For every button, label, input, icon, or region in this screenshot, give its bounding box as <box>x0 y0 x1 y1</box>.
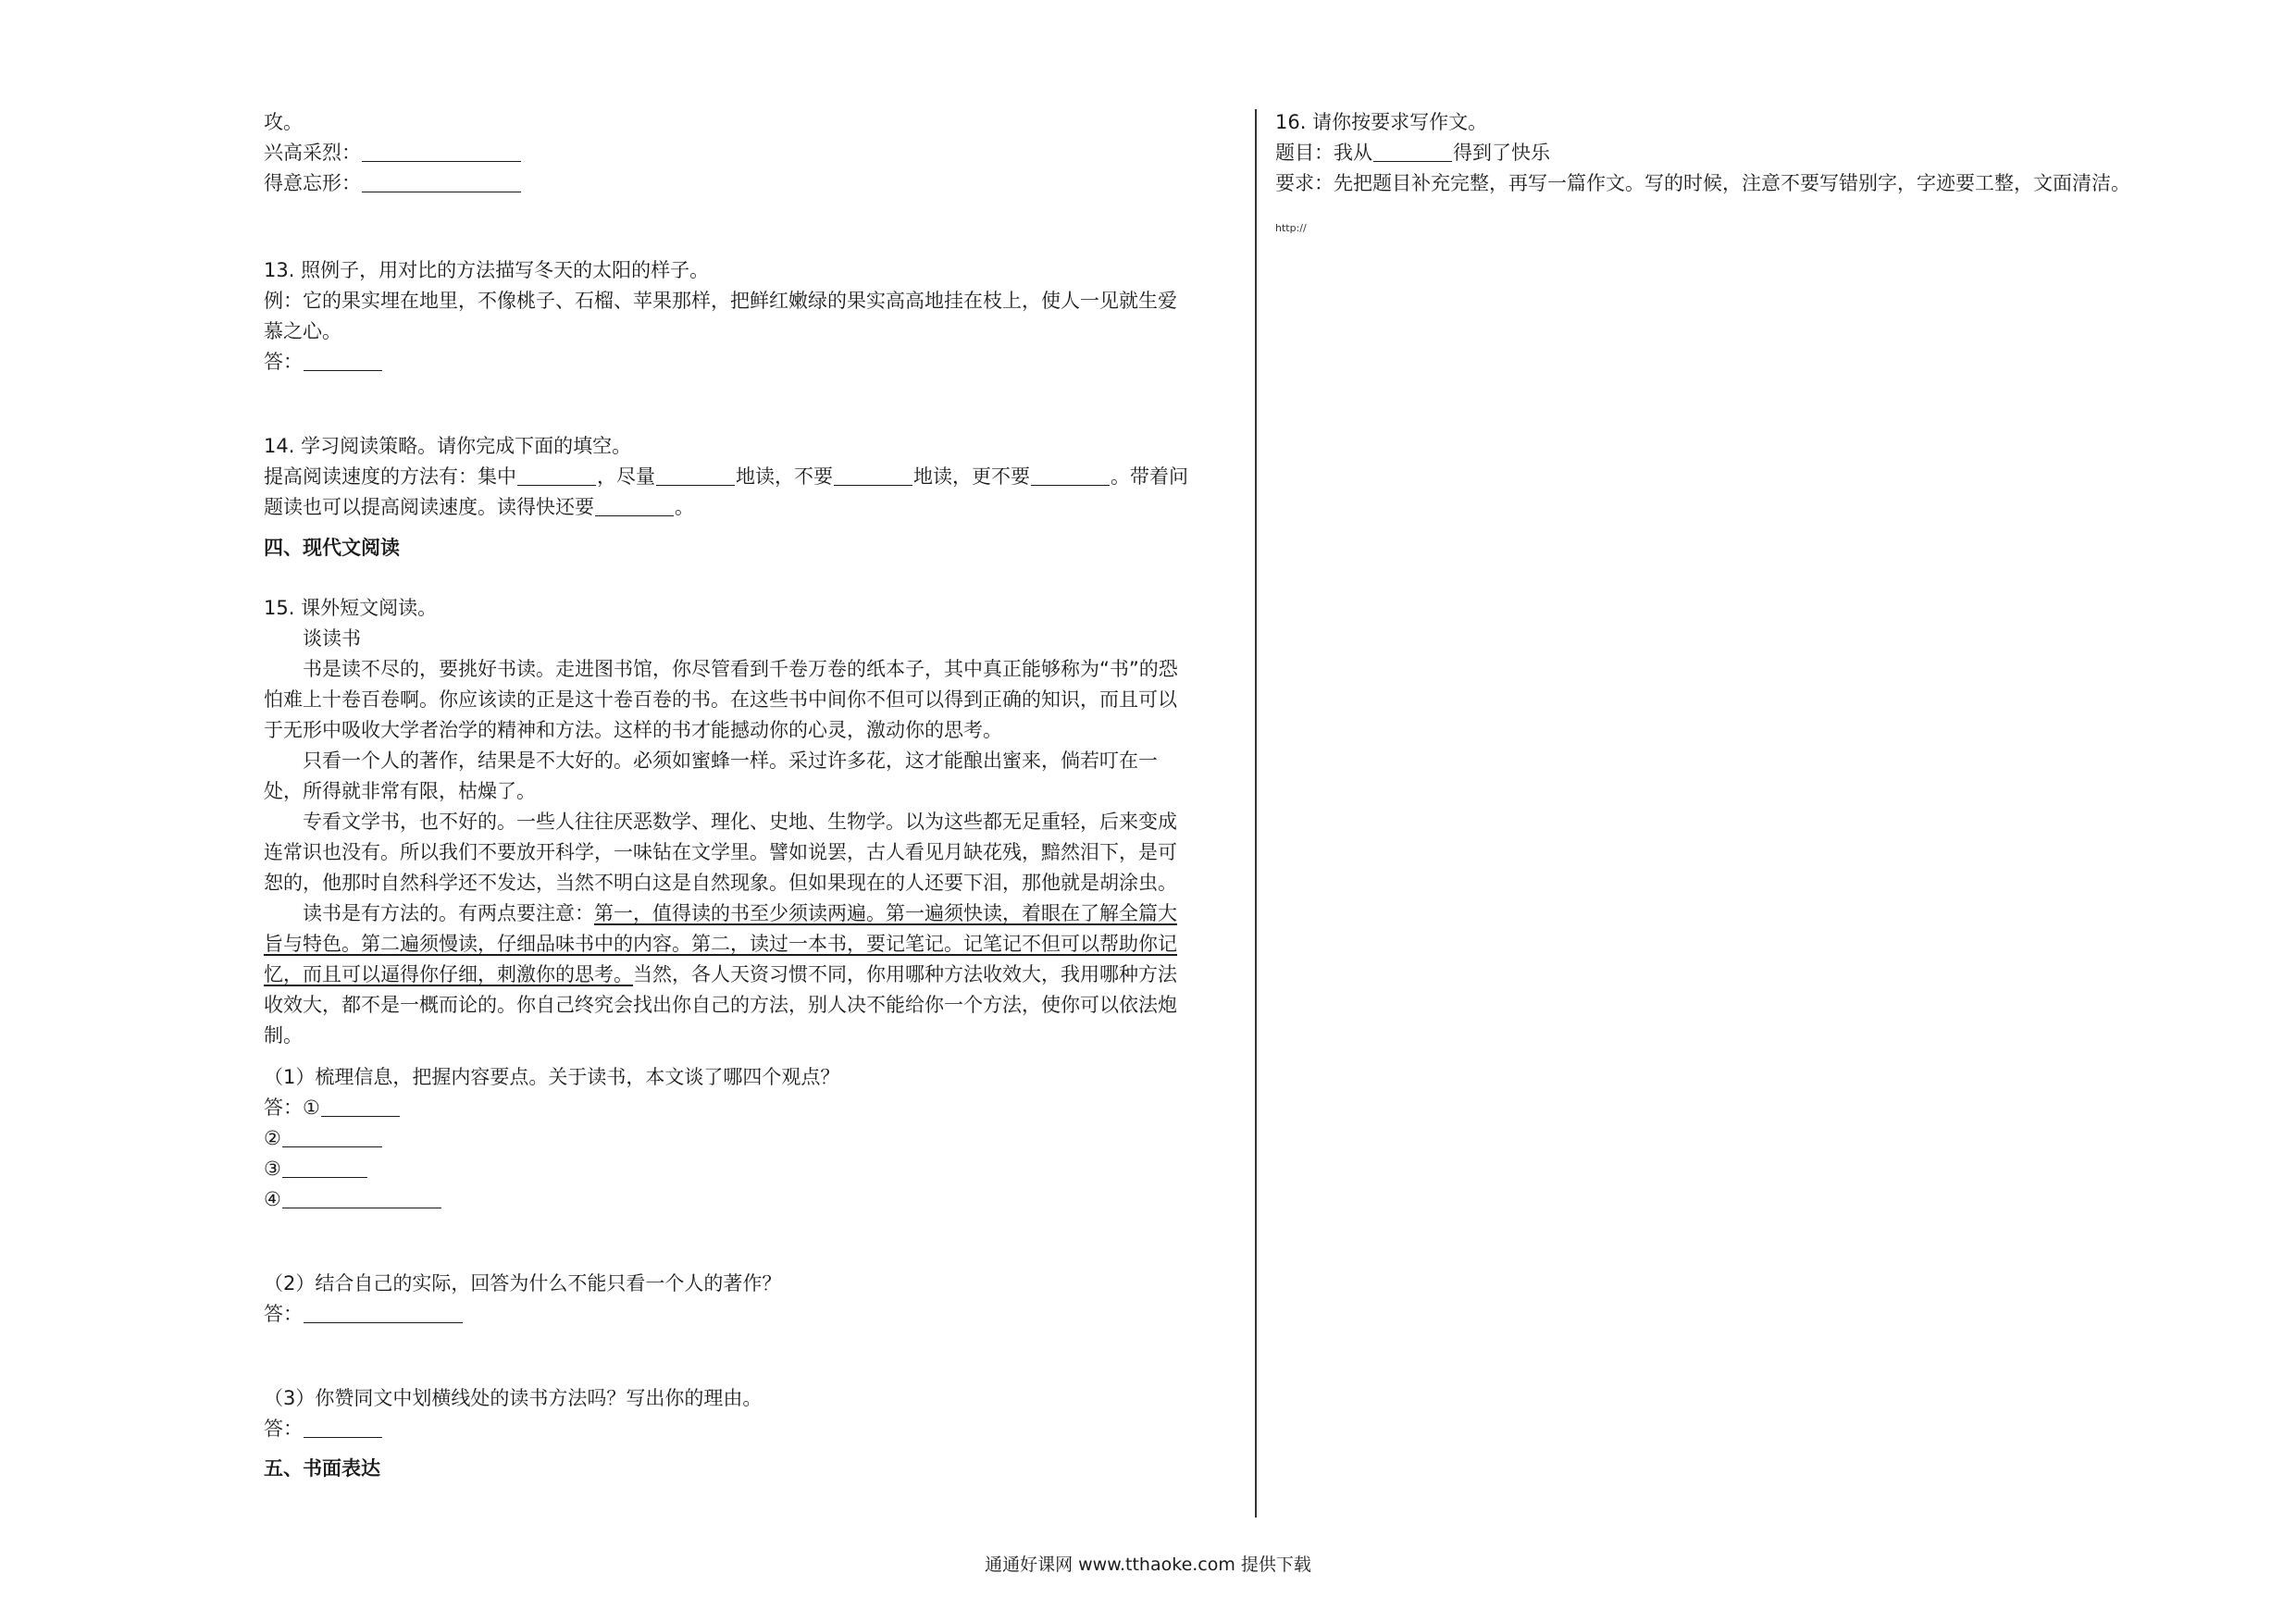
answer-blank[interactable] <box>834 466 912 486</box>
answer-blank[interactable] <box>517 466 596 486</box>
answer-blank[interactable] <box>304 1419 382 1438</box>
q13-answer <box>264 349 383 375</box>
answer-blank[interactable] <box>1373 142 1452 162</box>
answer-blank[interactable] <box>656 466 735 486</box>
sub-question-2: （2）结合自己的实际，回答为什么不能只看一个人的著作？ <box>264 1272 782 1295</box>
answer-label: ④ <box>264 1188 281 1210</box>
paragraph-line <box>264 961 1177 987</box>
page-footer: 通通好课网 www.tthaoke.com 提供下载 <box>985 1555 1311 1575</box>
q13-example-line: 慕之心。 <box>264 320 341 342</box>
underlined-text: 忆，而且可以逼得你仔细，刺激你的思考。 <box>264 963 633 985</box>
sub-question-1: （1）梳理信息，把握内容要点。关于读书，本文谈了哪四个观点？ <box>264 1066 840 1088</box>
answer-blank[interactable] <box>362 142 521 162</box>
answer-blank[interactable] <box>362 173 521 192</box>
section-heading-5: 五、书面表达 <box>264 1457 380 1480</box>
answer-line-4 <box>264 1186 442 1212</box>
answer-label: ③ <box>264 1158 281 1180</box>
paragraph-line: 恕的，他那时自然科学还不发达，当然不明白这是自然现象。但如果现在的人还要下泪，那他就是胡涂虫。 <box>264 872 1177 894</box>
q14-line-1 <box>264 464 1188 489</box>
answer-line-2 <box>264 1125 383 1151</box>
section-heading-4: 四、现代文阅读 <box>264 537 400 559</box>
text-seg: 题目：我从 <box>1275 142 1372 164</box>
text-seg: 。 <box>675 496 694 518</box>
continuation-text: 攻。 <box>264 111 303 133</box>
paragraph-line: 收效大，都不是一概而论的。你自己终究会找出你自己的方法，别人决不能给你一个方法，使你可以依法炮 <box>264 994 1177 1016</box>
essay-requirement: 要求：先把题目补充完整，再写一篇作文。写的时候，注意不要写错别字，字迹要工整，文面清洁。 <box>1275 172 2130 194</box>
q14-line-2 <box>264 494 694 520</box>
answer-line <box>264 1416 383 1442</box>
answer-label: ② <box>264 1127 281 1149</box>
underlined-text: 旨与特色。第二遍须慢读，仔细品味书中的内容。第二，读过一本书，要记笔记。记笔记不但可以帮助你记 <box>264 933 1177 955</box>
answer-label: 答： <box>264 351 303 373</box>
sub-question-3: （3）你赞同文中划横线处的读书方法吗？写出你的理由。 <box>264 1387 763 1409</box>
q16-stem: 16. 请你按要求写作文。 <box>1275 111 1488 133</box>
answer-blank[interactable] <box>304 1304 463 1323</box>
paragraph-line: 只看一个人的著作，结果是不大好的。必须如蜜蜂一样。采过许多花，这才能酿出蜜来，倘若叮在一 <box>303 750 1158 772</box>
idiom-label: 兴高采烈： <box>264 142 361 164</box>
text-seg: 题读也可以提高阅读速度。读得快还要 <box>264 496 594 518</box>
text-seg: ，尽量 <box>597 465 655 488</box>
paragraph-line <box>264 900 1177 926</box>
q14-stem: 14. 学习阅读策略。请你完成下面的填空。 <box>264 435 632 457</box>
paragraph-line: 专看文学书，也不好的。一些人往往厌恶数学、理化、史地、生物学。以为这些都无足重轻，后来变成 <box>303 811 1177 833</box>
answer-line-1 <box>264 1095 401 1121</box>
answer-blank[interactable] <box>595 497 674 516</box>
answer-blank[interactable] <box>1031 466 1110 486</box>
answer-line-3 <box>264 1156 368 1182</box>
answer-label: 答：① <box>264 1096 320 1119</box>
text-seg: 得到了快乐 <box>1453 142 1550 164</box>
answer-blank[interactable] <box>282 1189 441 1208</box>
idiom-line-2 <box>264 170 522 196</box>
text-seg: 。带着问 <box>1111 465 1188 488</box>
answer-blank[interactable] <box>304 352 382 371</box>
paragraph-line: 处，所得就非常有限，枯燥了。 <box>264 780 536 802</box>
q13-stem: 13. 照例子，用对比的方法描写冬天的太阳的样子。 <box>264 259 710 281</box>
answer-blank[interactable] <box>282 1158 367 1178</box>
q13-example-line: 例：它的果实埋在地里，不像桃子、石榴、苹果那样，把鲜红嫩绿的果实高高地挂在枝上，使人一见就生爱 <box>264 290 1177 312</box>
answer-blank[interactable] <box>321 1097 400 1117</box>
answer-blank[interactable] <box>282 1128 382 1147</box>
answer-label: 答： <box>264 1418 303 1440</box>
text-seg: 读书是有方法的。有两点要注意： <box>303 902 594 924</box>
answer-line <box>264 1301 464 1327</box>
idiom-label: 得意忘形： <box>264 172 361 194</box>
paragraph-line: 怕难上十卷百卷啊。你应该读的正是这十卷百卷的书。在这些书中间你不但可以得到正确的知识，而且可以 <box>264 688 1177 711</box>
url-text: http:// <box>1275 222 1307 234</box>
paragraph-line: 书是读不尽的，要挑好书读。走进图书馆，你尽管看到千卷万卷的纸本子，其中真正能够称为“书”的恐 <box>303 658 1178 680</box>
article-title: 谈读书 <box>303 627 361 650</box>
paragraph-line: 制。 <box>264 1024 303 1047</box>
column-divider <box>1255 109 1257 1518</box>
text-seg: 地读，更不要 <box>913 465 1030 488</box>
text-seg: 地读，不要 <box>736 465 833 488</box>
q15-stem: 15. 课外短文阅读。 <box>264 597 438 619</box>
underlined-text: 第一，值得读的书至少须读两遍。第一遍须快读，着眼在了解全篇大 <box>594 902 1177 924</box>
essay-topic <box>1275 140 1550 166</box>
answer-label: 答： <box>264 1303 303 1325</box>
paragraph-line: 连常识也没有。所以我们不要放开科学，一味钻在文学里。譬如说罢，古人看见月缺花残，黯然泪下，是可 <box>264 841 1177 863</box>
paragraph-line: 于无形中吸收大学者治学的精神和方法。这样的书才能撼动你的心灵，激动你的思考。 <box>264 719 1002 741</box>
text-seg: 提高阅读速度的方法有：集中 <box>264 465 516 488</box>
idiom-line-1 <box>264 140 522 166</box>
text-seg: 当然，各人天资习惯不同，你用哪种方法收效大，我用哪种方法 <box>633 963 1177 985</box>
